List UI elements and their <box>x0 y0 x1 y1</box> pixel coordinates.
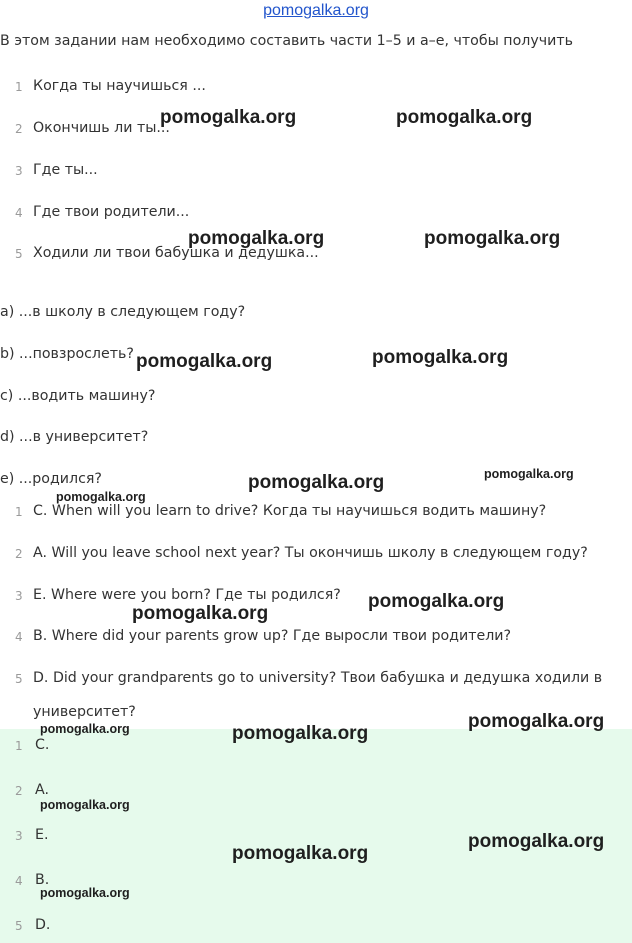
short-answer-text: E. <box>35 827 49 843</box>
part-text: Окончишь ли ты... <box>33 120 170 136</box>
short-answer-text: D. <box>35 917 51 933</box>
watermark: pomogalka.org <box>468 831 605 852</box>
watermark: pomogalka.org <box>424 228 561 249</box>
answer-text: B. Where did your parents grow up? Где выросли твои родители? <box>33 628 512 644</box>
watermark: pomogalka.org <box>484 467 574 481</box>
watermark: pomogalka.org <box>136 351 273 372</box>
part-number: 5 <box>15 247 23 261</box>
part-text: Где твои родители... <box>33 204 190 220</box>
watermark: pomogalka.org <box>368 591 505 612</box>
watermark: pomogalka.org <box>232 843 369 864</box>
answer-text: D. Did your grandparents go to university? Твои бабушка и дедушка ходили в <box>33 670 603 686</box>
short-answer-number: 3 <box>15 829 23 843</box>
short-answer-number: 2 <box>15 784 23 798</box>
short-answer-text: C. <box>35 737 50 753</box>
part-text: Где ты... <box>33 162 98 178</box>
short-answer-text: B. <box>35 872 50 888</box>
short-answer-number: 1 <box>15 739 23 753</box>
watermark: pomogalka.org <box>40 886 130 900</box>
part-number: 2 <box>15 122 23 136</box>
answer-number: 3 <box>15 589 23 603</box>
part-number: 3 <box>15 164 23 178</box>
answer-text: C. When will you learn to drive? Когда ты научишься водить машину? <box>33 503 547 519</box>
intro-text: В этом задании нам необходимо составить части 1–5 и a–e, чтобы получить <box>0 33 573 49</box>
answer-number: 4 <box>15 630 23 644</box>
watermark: pomogalka.org <box>396 107 533 128</box>
ending-row: c) ...водить машину? <box>0 388 156 404</box>
site-title[interactable]: pomogalka.org <box>263 2 369 19</box>
watermark: pomogalka.org <box>56 490 146 504</box>
watermark: pomogalka.org <box>40 798 130 812</box>
ending-row: d) ...в университет? <box>0 429 149 445</box>
watermark: pomogalka.org <box>188 228 325 249</box>
answer-text: A. Will you leave school next year? Ты окончишь школу в следующем году? <box>33 545 588 561</box>
answer-number: 2 <box>15 547 23 561</box>
watermark: pomogalka.org <box>468 711 605 732</box>
part-text: Ходили ли твои бабушка и дедушка... <box>33 245 319 261</box>
short-answer-text: A. <box>35 782 49 798</box>
watermark: pomogalka.org <box>372 347 509 368</box>
short-answer-number: 4 <box>15 874 23 888</box>
watermark: pomogalka.org <box>248 472 385 493</box>
ending-row: e) ...родился? <box>0 471 102 487</box>
answer-text: университет? <box>33 704 136 720</box>
part-text: Когда ты научишься ... <box>33 78 206 94</box>
answer-number: 1 <box>15 505 23 519</box>
watermark: pomogalka.org <box>40 722 130 736</box>
watermark: pomogalka.org <box>160 107 297 128</box>
watermark: pomogalka.org <box>232 723 369 744</box>
watermark: pomogalka.org <box>132 603 269 624</box>
ending-row: b) ...повзрослеть? <box>0 346 134 362</box>
ending-row: a) ...в школу в следующем году? <box>0 304 246 320</box>
part-number: 1 <box>15 80 23 94</box>
answer-number: 5 <box>15 672 23 686</box>
part-number: 4 <box>15 206 23 220</box>
short-answer-number: 5 <box>15 919 23 933</box>
answer-text: E. Where were you born? Где ты родился? <box>33 587 341 603</box>
